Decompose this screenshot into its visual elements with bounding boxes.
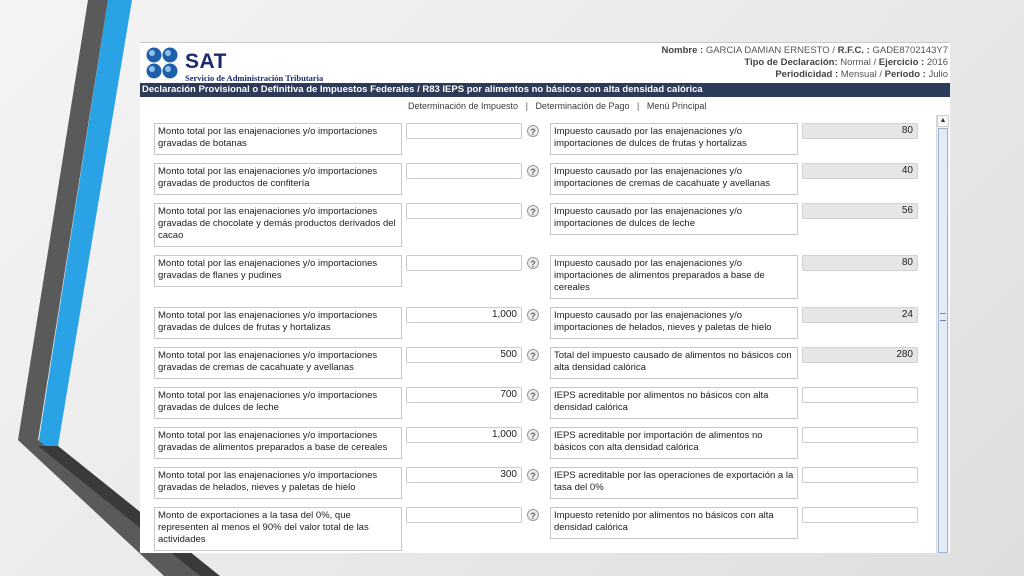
left-field-input[interactable] <box>406 255 522 271</box>
right-field-label: Impuesto causado por las enajenaciones y/o importaciones de alimentos preparados a base de cereales <box>550 255 798 299</box>
left-field-input[interactable] <box>406 163 522 179</box>
right-field-label: Impuesto causado por las enajenaciones y/o importaciones de dulces de leche <box>550 203 798 235</box>
right-field-input[interactable] <box>802 387 918 403</box>
help-icon[interactable]: ? <box>527 165 539 177</box>
left-field-input[interactable]: 1,000 <box>406 307 522 323</box>
nombre-label: Nombre : <box>661 45 704 56</box>
right-field-label: IEPS acreditable por las operaciones de exportación a la tasa del 0% <box>550 467 798 499</box>
left-field-input[interactable] <box>406 507 522 523</box>
info-separator: / <box>879 69 882 80</box>
vertical-scrollbar[interactable] <box>936 115 949 553</box>
left-field-label: Monto total por las enajenaciones y/o importaciones gravadas de dulces de frutas y hortalizas <box>154 307 402 339</box>
ejercicio-value: 2016 <box>926 57 948 68</box>
nav-determinacion-pago[interactable]: Determinación de Pago <box>535 101 630 111</box>
right-field-label: IEPS acreditable por alimentos no básicos con alta densidad calórica <box>550 387 798 419</box>
periodicidad-value: Mensual <box>840 69 877 80</box>
left-field-input[interactable] <box>406 203 522 219</box>
left-field-input[interactable]: 300 <box>406 467 522 483</box>
left-field-input[interactable]: 700 <box>406 387 522 403</box>
scrollbar-thumb[interactable] <box>938 128 948 553</box>
help-icon[interactable]: ? <box>527 125 539 137</box>
left-field-label: Monto total por las enajenaciones y/o importaciones gravadas de helados, nieves y paletas de hielo <box>154 467 402 499</box>
left-field-label: Monto total por las enajenaciones y/o importaciones gravadas de alimentos preparados a base de cereales <box>154 427 402 459</box>
scroll-grip-icon <box>940 313 946 321</box>
right-field-input[interactable] <box>802 427 918 443</box>
declaration-window <box>140 42 950 553</box>
right-field-label: IEPS acreditable por importación de alimentos no básicos con alta densidad calórica <box>550 427 798 459</box>
help-icon[interactable]: ? <box>527 429 539 441</box>
nav-separator: | <box>525 101 528 111</box>
right-field-label: Impuesto causado por las enajenaciones y/o importaciones de cremas de cacahuate y avellanas <box>550 163 798 195</box>
help-icon[interactable]: ? <box>527 509 539 521</box>
left-field-input[interactable]: 1,000 <box>406 427 522 443</box>
help-icon[interactable]: ? <box>527 309 539 321</box>
nav-determinacion-impuesto[interactable]: Determinación de Impuesto <box>408 101 519 111</box>
right-field-input[interactable] <box>802 507 918 523</box>
periodo-value: Julio <box>928 69 948 80</box>
nombre-value: GARCIA DAMIAN ERNESTO <box>705 45 830 56</box>
left-field-input[interactable]: 500 <box>406 347 522 363</box>
rfc-label: R.F.C. : <box>837 45 870 56</box>
nav-separator: | <box>637 101 640 111</box>
brand-name: SAT <box>185 50 227 73</box>
tipo-label: Tipo de Declaración: <box>744 57 838 68</box>
left-field-label: Monto de exportaciones a la tasa del 0%, que representen al menos el 90% del valor total de las actividades <box>154 507 402 551</box>
tipo-value: Normal <box>840 57 871 68</box>
taxpayer-info <box>661 45 948 81</box>
help-icon[interactable]: ? <box>527 389 539 401</box>
left-field-label: Monto total por las enajenaciones y/o importaciones gravadas de chocolate y demás productos derivados del cacao <box>154 203 402 247</box>
scroll-up-arrow-icon[interactable]: ▲ <box>937 115 949 127</box>
page-header <box>140 43 950 83</box>
rfc-value: GADE8702143Y7 <box>872 45 948 56</box>
right-field-label: Impuesto causado por las enajenaciones y/o importaciones de helados, nieves y paletas de hielo <box>550 307 798 339</box>
left-field-label: Monto total por las enajenaciones y/o importaciones gravadas de botanas <box>154 123 402 155</box>
left-field-label: Monto total por las enajenaciones y/o importaciones gravadas de cremas de cacahuate y avellanas <box>154 347 402 379</box>
help-icon[interactable]: ? <box>527 349 539 361</box>
sat-logo-icon <box>145 46 179 80</box>
right-field-readonly: 24 <box>802 307 918 323</box>
help-icon[interactable]: ? <box>527 257 539 269</box>
info-separator: / <box>873 57 877 68</box>
left-field-label: Monto total por las enajenaciones y/o importaciones gravadas de flanes y pudines <box>154 255 402 287</box>
left-field-label: Monto total por las enajenaciones y/o importaciones gravadas de productos de confitería <box>154 163 402 195</box>
left-field-input[interactable] <box>406 123 522 139</box>
periodo-label: Periodo : <box>884 69 926 80</box>
nav-menu-principal[interactable]: Menú Principal <box>646 101 707 111</box>
right-field-readonly: 40 <box>802 163 918 179</box>
right-field-readonly: 80 <box>802 255 918 271</box>
right-field-readonly: 280 <box>802 347 918 363</box>
help-icon[interactable]: ? <box>527 469 539 481</box>
page-title: Declaración Provisional o Definitiva de Impuestos Federales / R83 IEPS por alimentos no básicos con alta densidad calórica <box>140 83 950 97</box>
right-field-input[interactable] <box>802 467 918 483</box>
info-separator: / <box>832 45 835 56</box>
right-field-label: Total del impuesto causado de alimentos no básicos con alta densidad calórica <box>550 347 798 379</box>
right-field-readonly: 56 <box>802 203 918 219</box>
right-field-readonly: 80 <box>802 123 918 139</box>
help-icon[interactable]: ? <box>527 205 539 217</box>
top-navigation <box>408 101 706 111</box>
right-field-label: Impuesto retenido por alimentos no básicos con alta densidad calórica <box>550 507 798 539</box>
brand-subtitle: Servicio de Administración Tributaria <box>185 73 324 83</box>
ejercicio-label: Ejercicio : <box>878 57 925 68</box>
right-field-label: Impuesto causado por las enajenaciones y/o importaciones de dulces de frutas y hortalizas <box>550 123 798 155</box>
periodicidad-label: Periodicidad : <box>775 69 839 80</box>
left-field-label: Monto total por las enajenaciones y/o importaciones gravadas de dulces de leche <box>154 387 402 419</box>
sat-logo <box>145 46 335 82</box>
